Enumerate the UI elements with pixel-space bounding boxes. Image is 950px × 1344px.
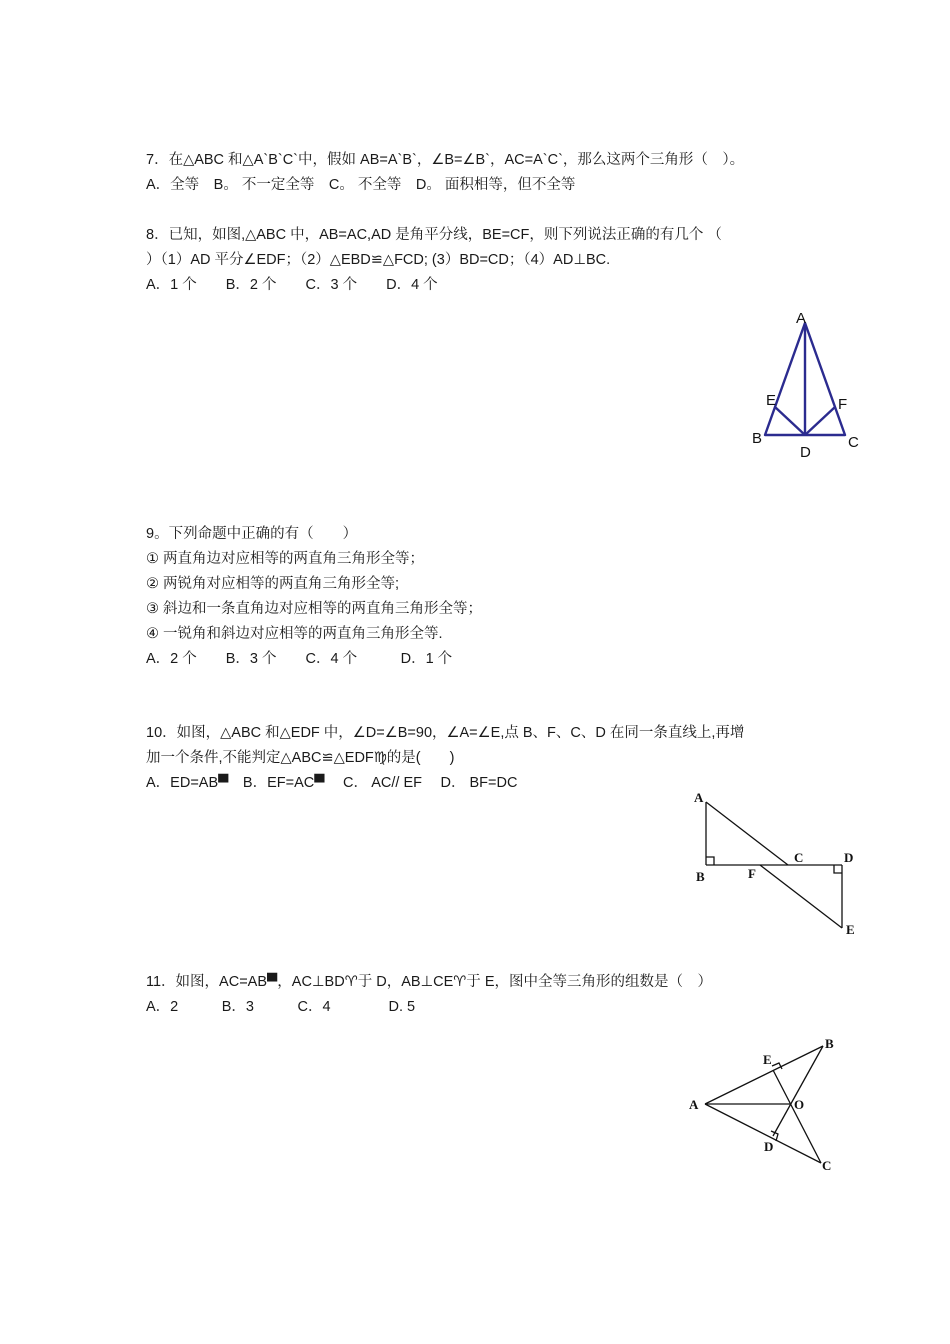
q7-stem: 7．在△ABC 和△A`B`C`中，假如 AB=A`B`，∠B=∠B`，AC=A`C`，那么这两个三角形（ ）。 [146,152,745,168]
q8-label-f: F [838,396,848,413]
q9-options: A．2 个 B．3 个 C．4 个 D．1 个 [146,651,453,667]
q9-item-3: ③ 斜边和一条直角边对应相等的两直角三角形全等； [146,601,483,617]
q10-right-angle-b [706,857,714,865]
q10-label-d: D [844,850,854,865]
q8-label-a: A [796,310,807,327]
q10-label-e: E [846,922,855,937]
q8-label-c: C [848,434,859,451]
q11-options: A．2 B．3 C．4 D. 5 [146,999,416,1015]
q7-options: A．全等 B。 不一定全等 C。 不全等 D。 面积相等，但不全等 [146,177,576,193]
q10-label-c: C [794,850,804,865]
q10-stem-line1: 10．如图，△ABC 和△EDF 中，∠D=∠B=90，∠A=∠E,点 B、F、C、D 在同一条直线上,再增 [146,725,745,741]
q11-label-e: E [763,1052,772,1067]
q8-label-e: E [766,392,777,409]
q10-right-angle-d [834,865,842,873]
q8-segment-ed [775,407,805,435]
q10-label-a: A [694,790,704,805]
q11-label-o: O [794,1097,805,1112]
q11-segment-ec [773,1070,821,1163]
q9-item-4: ④ 一锐角和斜边对应相等的两直角三角形全等. [146,626,443,642]
q10-label-f: F [748,866,756,881]
q9-item-1: ① 两直角边对应相等的两直角三角形全等； [146,551,425,567]
q8-label-b: B [752,430,763,447]
q11-segment-bd [773,1046,823,1136]
q11-segment-ac [705,1104,821,1163]
q8-segment-fd [805,407,835,435]
q11-label-b: B [825,1036,834,1051]
q8-label-d: D [800,444,811,461]
q11-label-c: C [822,1158,832,1173]
q10-label-b: B [696,869,705,884]
q8-figure [745,305,870,465]
q8-options: A．1 个 B．2 个 C．3 个 D．4 个 [146,277,438,293]
q9-stem: 9。下列命题中正确的有（ ） [146,526,358,542]
q10-segment-ac [706,802,788,865]
q10-options: A．ED=AB▀ B．EF=AC▀ C． AC// EF D． BF=DC [146,775,518,791]
q8-stem-line2: ）（1）AD 平分∠EDF；（2）△EBD≌△FCD; (3）BD=CD；（4）AD⊥BC. [146,252,611,268]
q11-label-a: A [689,1097,699,1112]
q9-item-2: ② 两锐角对应相等的两直角三角形全等; [146,576,400,592]
q11-stem: 11．如图，AC=AB▀，AC⊥BD♈于 D，AB⊥CE♈于 E，图中全等三角形的组数是（ ） [146,974,713,990]
q10-stem-line2: 加一个条件,不能判定△ABC≌△EDF♍的是( ) [146,750,455,766]
q10-segment-fe [760,865,842,928]
q10-figure [690,788,865,943]
q8-stem-line1: 8．已知，如图,△ABC 中，AB=AC,AD 是角平分线，BE=CF，则下列说法正确的有几个 （ [146,227,722,243]
q11-figure [685,1030,845,1180]
q11-label-d: D [764,1139,774,1154]
